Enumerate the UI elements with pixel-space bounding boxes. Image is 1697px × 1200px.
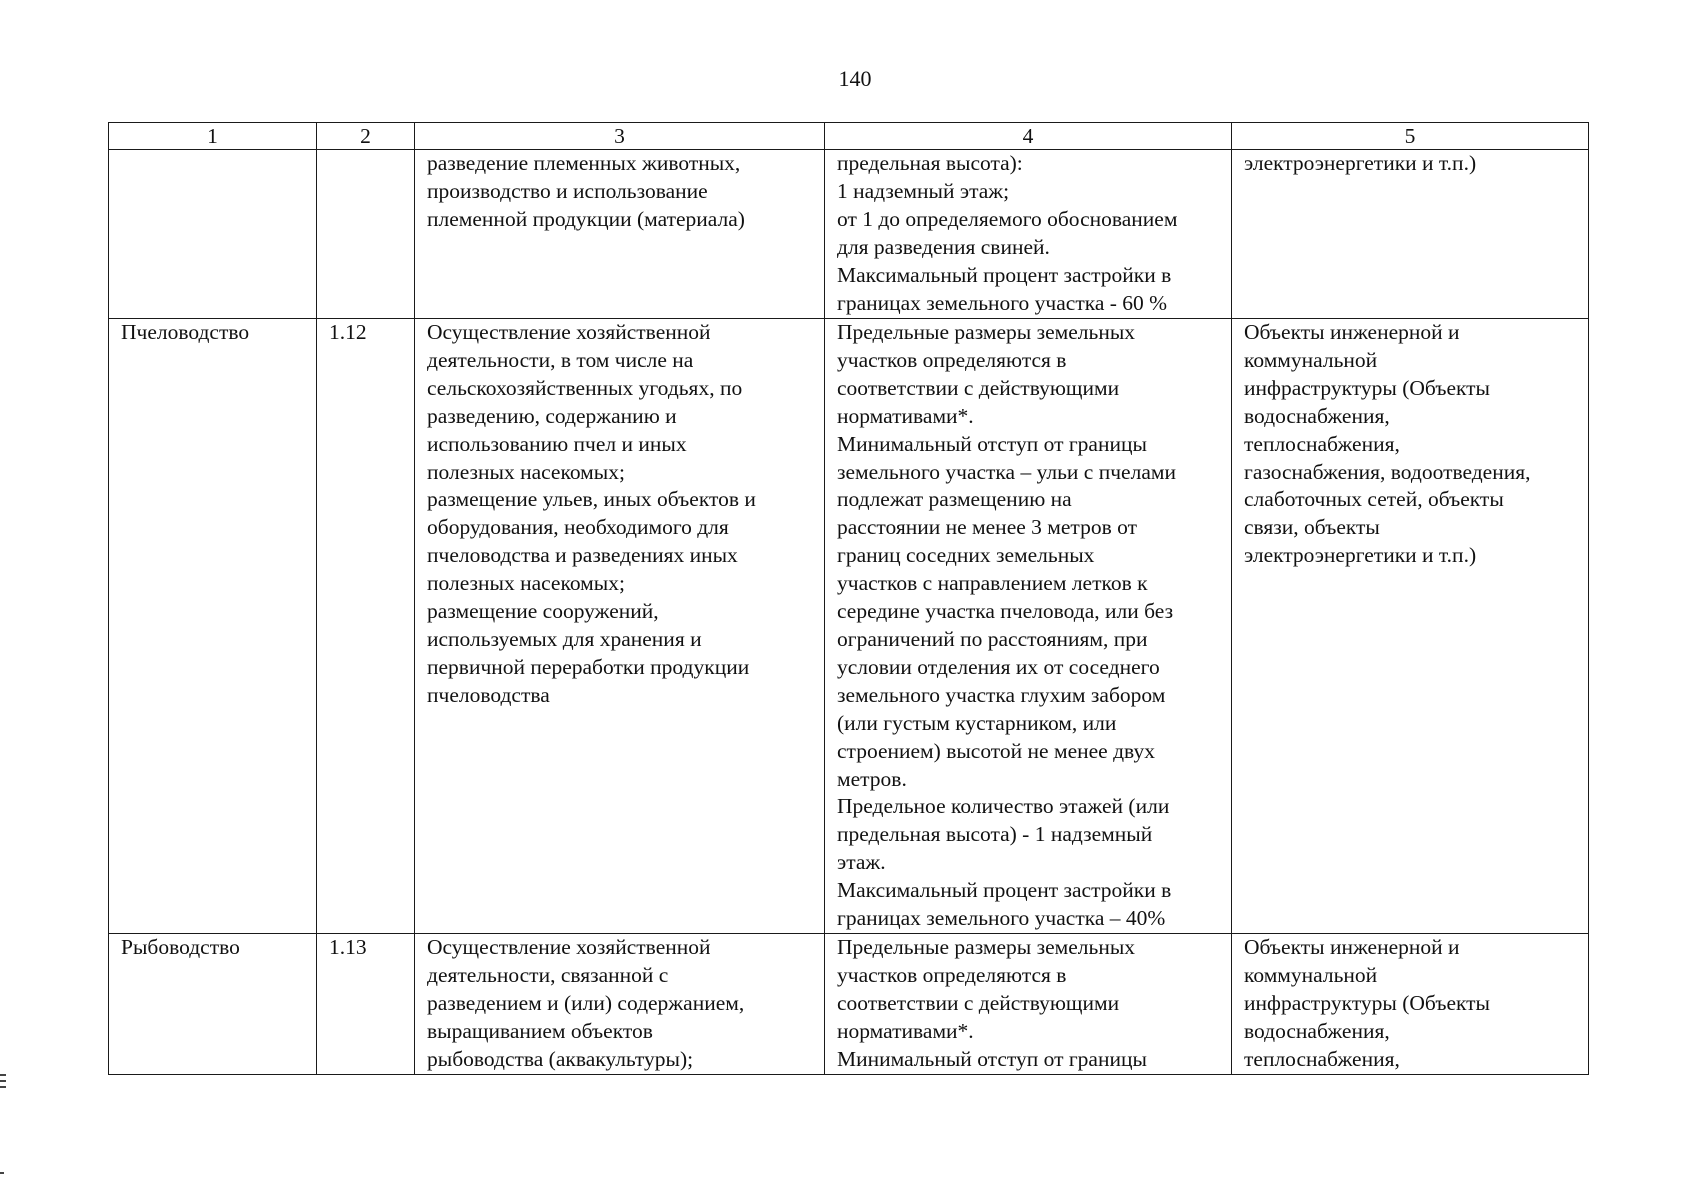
use-code-cell bbox=[317, 934, 415, 1075]
auxiliary-uses-cell bbox=[1232, 150, 1589, 319]
use-parameters-cell bbox=[825, 150, 1232, 319]
column-header-4: 4 bbox=[825, 123, 1232, 150]
column-header-3: 3 bbox=[415, 123, 825, 150]
scan-edge-mark bbox=[0, 1172, 4, 1174]
column-header-1: 1 bbox=[109, 123, 317, 150]
land-use-table bbox=[108, 122, 1589, 1075]
use-parameters-cell bbox=[825, 319, 1232, 934]
auxiliary-uses-cell bbox=[1232, 934, 1589, 1075]
use-name: Рыбоводство bbox=[121, 935, 240, 959]
use-description: разведение племенных животных, производство и использование племенной продукции (материала) bbox=[427, 151, 745, 231]
auxiliary-uses: Объекты инженерной и коммунальной инфраструктуры (Объекты водоснабжения, теплоснабжения, bbox=[1244, 935, 1491, 1071]
use-name-cell bbox=[109, 319, 317, 934]
table-row bbox=[109, 150, 1589, 319]
scan-edge-mark bbox=[0, 1086, 6, 1088]
column-header-5: 5 bbox=[1232, 123, 1589, 150]
use-name: Пчеловодство bbox=[121, 320, 250, 344]
scan-edge-mark bbox=[0, 1074, 6, 1076]
page-number: 140 bbox=[838, 66, 872, 91]
use-description-cell bbox=[415, 150, 825, 319]
auxiliary-uses-cell bbox=[1232, 319, 1589, 934]
auxiliary-uses: Объекты инженерной и коммунальной инфраструктуры (Объекты водоснабжения, теплоснабжения, газоснабжения, водоотведения, слаботочных сетей, объекты связи, объекты электроэнергетики и т.п.) bbox=[1244, 320, 1531, 568]
table-row bbox=[109, 934, 1589, 1075]
scan-edge-mark bbox=[0, 1080, 6, 1082]
use-description-cell bbox=[415, 934, 825, 1075]
auxiliary-uses: электроэнергетики и т.п.) bbox=[1244, 151, 1477, 175]
use-code-cell bbox=[317, 319, 415, 934]
use-parameters: Предельные размеры земельных участков определяются в соответствии с действующими нормативами*. Минимальный отступ от границы земельного участка – ульи с пчелами подлежат размещению на расстоянии не менее 3 метров от границ соседних земельных участков с направлением летков к середине участка пчеловода, или без ограничений по расстояниям, при условии отделения их от соседнего земельного участка глухим забором (или густым кустарником, или строением) высотой не менее двух метров. Предельное количество этажей (или предельная высота) - 1 надземный этаж. Максимальный процент застройки в границах земельного участка – 40% bbox=[837, 320, 1176, 931]
use-parameters: Предельные размеры земельных участков определяются в соответствии с действующими нормативами*. Минимальный отступ от границы bbox=[837, 935, 1147, 1071]
use-description-cell bbox=[415, 319, 825, 934]
table-row bbox=[109, 319, 1589, 934]
table-header-row bbox=[109, 123, 1589, 150]
use-description: Осуществление хозяйственной деятельности, связанной с разведением и (или) содержанием, выращиванием объектов рыбоводства (аквакультуры); bbox=[427, 935, 745, 1071]
use-parameters: предельная высота): 1 надземный этаж; от 1 до определяемого обоснованием для разведения свиней. Максимальный процент застройки в границах земельного участка - 60 % bbox=[837, 151, 1178, 315]
use-name-cell bbox=[109, 150, 317, 319]
use-code-cell bbox=[317, 150, 415, 319]
use-name-cell bbox=[109, 934, 317, 1075]
use-code: 1.12 bbox=[329, 320, 367, 344]
column-header-2: 2 bbox=[317, 123, 415, 150]
use-description: Осуществление хозяйственной деятельности, в том числе на сельскохозяйственных угодьях, по разведению, содержанию и использованию пчел и иных полезных насекомых; размещение ульев, иных объектов и оборудования, необходимого для пчеловодства и разведениях иных полезных насекомых; размещение сооружений, используемых для хранения и первичной переработки продукции пчеловодства bbox=[427, 320, 756, 707]
use-parameters-cell bbox=[825, 934, 1232, 1075]
use-code: 1.13 bbox=[329, 935, 367, 959]
